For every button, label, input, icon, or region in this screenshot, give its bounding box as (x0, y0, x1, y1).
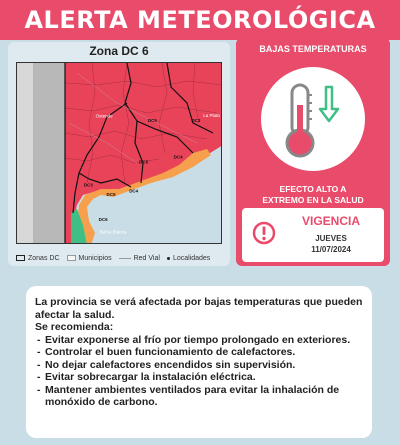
legend-red-vial-swatch (119, 258, 131, 259)
map-place-label: DC5 (147, 118, 157, 123)
effect-line-2: EXTREMO EN LA SALUD (262, 195, 364, 205)
effect-text (236, 184, 390, 206)
legend-zonas (16, 255, 60, 262)
vigencia-date: 11/07/2024 (311, 245, 351, 254)
map-place-label: DC5 (139, 159, 149, 165)
legend-red-vial (119, 255, 160, 262)
list-item: - Controlar el buen funcionamiento de calefactores. (35, 346, 364, 359)
alert-header (0, 0, 400, 40)
page-title: ALERTA METEOROLÓGICA (24, 6, 376, 34)
map-title: Zona DC 6 (89, 44, 149, 58)
legend-localidades (167, 255, 210, 262)
legend-zonas-swatch (16, 255, 25, 261)
alert-type-title: BAJAS TEMPERATURAS (259, 44, 367, 54)
map-place-label: DC4 (173, 154, 183, 160)
map-place-label: DC3 (83, 182, 93, 188)
list-item: - Mantener ambientes ventilados para evitar la inhalación de monóxido de carbono. (35, 384, 364, 409)
map-place-label: DC3 (191, 118, 201, 123)
legend-red-vial-label: Red Vial (133, 254, 160, 262)
legend-zonas-label: Zonas DC (28, 254, 60, 262)
zone-map (17, 63, 222, 244)
arrow-down-icon (317, 85, 341, 125)
exclamation-icon (252, 221, 276, 245)
map-panel (8, 42, 230, 266)
effect-line-1: EFECTO ALTO A (279, 184, 347, 194)
legend-municipios-swatch (67, 255, 76, 261)
legend-municipios-label: Municipios (78, 254, 112, 262)
map-frame (16, 62, 222, 244)
map-place-label: DC5 (106, 192, 116, 197)
alert-card (236, 38, 390, 266)
icon-circle (261, 67, 365, 171)
vigencia-day: JUEVES (315, 234, 347, 243)
vigencia-title: VIGENCIA (301, 214, 360, 228)
map-place-label: Ostende (95, 113, 113, 119)
list-item: - No dejar calefactores encendidos sin supervisión. (35, 359, 364, 372)
recommendations-panel (26, 286, 372, 438)
map-place-label: DC6 (98, 217, 108, 223)
list-item: - Evitar exponerse al frío por tiempo prolongado en exteriores. (35, 334, 364, 347)
vigencia-box (242, 208, 384, 262)
neighbor-province-light (17, 63, 33, 244)
intro-text: La provincia se verá afectada por bajas temperaturas que pueden afectar la salud. (35, 296, 363, 321)
recommendations-list (35, 334, 364, 409)
list-item: - Evitar sobrecargar la instalación eléctrica. (35, 371, 364, 384)
recommend-label: Se recomienda: (35, 321, 114, 333)
map-place-label: Bahía Blanca (99, 229, 127, 235)
map-legend (16, 252, 222, 264)
map-place-label: La Plata (203, 113, 220, 118)
legend-localidades-swatch (167, 257, 170, 260)
map-place-label: DC4 (129, 188, 139, 194)
legend-municipios (67, 255, 112, 262)
thermometer-icon (261, 67, 365, 171)
legend-localidades-label: Localidades (172, 254, 211, 262)
